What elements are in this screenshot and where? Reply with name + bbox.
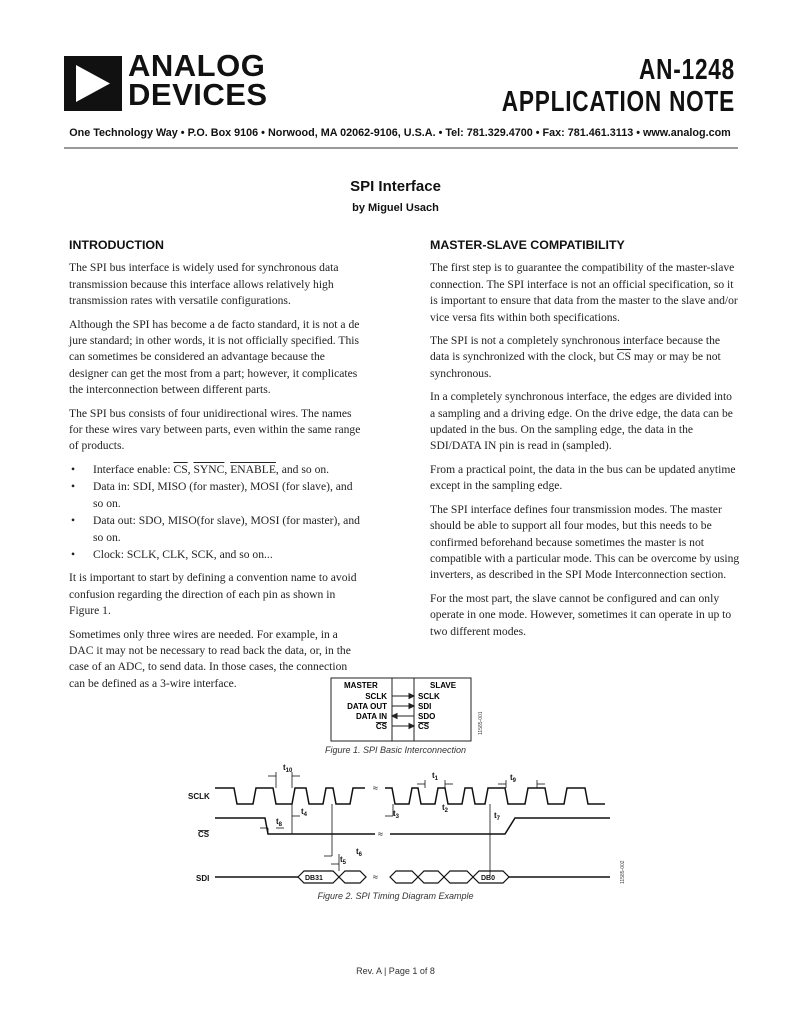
doc-number: AN-1248 <box>639 54 735 86</box>
figure2-caption: Figure 2. SPI Timing Diagram Example <box>317 891 474 901</box>
master-pin-data-in: DATA IN <box>356 712 387 721</box>
timing-arrows <box>260 776 545 864</box>
ms-paragraph-5: The SPI interface defines four transmission modes. The master should be able to support all four modes, but this needs to be confirmed beforehand because sometimes the master is not compatible with a particular mode. This can be overcome by using inverters, as described in the SPI Mode Interconnection section. <box>430 502 740 582</box>
introduction-heading: INTRODUCTION <box>69 238 164 252</box>
timing-label-t6: $t_6$ <box>356 847 363 858</box>
ms-paragraph-1: The first step is to guarantee the compatibility of the master-slave connection. The SPI interface is not an official specification, so it is important to ensure that data from the master to the slave and/or vice versa fits within both specifications. <box>430 261 738 324</box>
sdi-break-icon: ≈ <box>373 872 378 882</box>
figure2-code: 11585-002 <box>620 860 626 884</box>
intro-paragraph-2: Although the SPI has become a de facto standard, it is not a de jure standard; in other words, it is not officially specified. This can sometimes be considered an advantage because the designer can get the most from a part; however, it complicates the interconnection between different parts. <box>69 317 360 397</box>
ms-paragraph-6: For the most part, the slave cannot be configured and can only operate in one mode. However, sometimes it can operate in up to two different modes. <box>430 591 732 638</box>
signal-label-sdi: SDI <box>196 874 210 883</box>
timing-label-t10: $t_{10}$ <box>283 763 293 774</box>
slave-label: SLAVE <box>430 681 457 690</box>
sdi-bit <box>444 871 473 883</box>
bit-label-db0: DB0 <box>481 875 496 882</box>
introduction-column <box>69 237 365 699</box>
ms-paragraph-2: The SPI is not a completely synchronous interface because the data is synchronized with the clock, but $\overline{CS}$ may or may be not synchronous. <box>430 334 721 380</box>
bullet-icon: • <box>71 547 76 561</box>
timing-label-t2: $t_2$ <box>442 803 449 814</box>
sclk-waveform <box>215 788 365 804</box>
timing-label-t7: $t_7$ <box>494 811 501 822</box>
header-divider <box>64 147 738 149</box>
timing-label-t5: $t_5$ <box>340 855 347 866</box>
analog-devices-logo-text <box>128 48 268 112</box>
master-slave-column <box>430 237 740 647</box>
master-slave-heading: MASTER-SLAVE COMPATIBILITY <box>430 238 625 252</box>
timing-label-t4: $t_4$ <box>301 807 308 818</box>
slave-pin-sdo: SDO <box>418 712 436 721</box>
sclk-break-icon: ≈ <box>373 783 378 793</box>
intro-paragraph-4: It is important to start by defining a convention name to avoid confusion regarding the direction of each pin as shown in Figure 1. <box>69 571 357 618</box>
bullet-icon: • <box>71 462 76 476</box>
slave-pin-sdi: SDI <box>418 702 432 711</box>
timing-label-t1: $t_1$ <box>432 771 439 782</box>
author-line: by Miguel Usach <box>352 202 439 214</box>
master-pin-data-out: DATA OUT <box>347 702 387 711</box>
logo-line-1: ANALOG <box>128 48 266 83</box>
wire-name-list <box>69 462 365 563</box>
signal-label-cs: CS <box>198 830 210 839</box>
master-pin-sclk: SCLK <box>365 692 387 701</box>
analog-devices-logo-mark <box>64 56 122 111</box>
master-pin-cs: CS <box>375 722 387 731</box>
sclk-waveform-2 <box>385 788 605 804</box>
spi-timing-diagram <box>180 758 630 890</box>
timing-label-t3: $t_3$ <box>393 809 400 820</box>
list-item: • Interface enable: $\overline{CS}$, SYNC, ENABLE, and so on. <box>69 462 365 478</box>
timing-label-t8: $t_8$ <box>276 817 283 828</box>
signal-arrows <box>392 694 414 729</box>
ms-paragraph-4: From a practical point, the data in the bus can be updated anytime except in the sampling edge. <box>430 462 736 493</box>
company-address: One Technology Way • P.O. Box 9106 • Norwood, MA 02062-9106, U.S.A. • Tel: 781.329.4700 • Fax: 781.461.3113 • www.analog.com <box>69 127 731 139</box>
signal-label-sclk: SCLK <box>188 792 210 801</box>
cs-waveform <box>215 818 375 834</box>
slave-pin-cs: CS <box>418 722 430 731</box>
list-item: • Clock: SCLK, CLK, SCK, and so on... <box>69 547 365 563</box>
intro-paragraph-5: Sometimes only three wires are needed. For example, in a DAC it may not be necessary to read back the data, or, in the case of an ADC, to send data. In those cases, the connection can be defined as a 3-wire interface. <box>69 627 351 690</box>
bit-label-db31: DB31 <box>305 875 323 882</box>
spi-interconnection-diagram <box>330 675 490 745</box>
cs-break-icon: ≈ <box>378 829 383 839</box>
sdi-bit <box>390 871 418 883</box>
intro-paragraph-3: The SPI bus consists of four unidirectional wires. The names for these wires vary between parts, even within the same range of products. <box>69 406 361 453</box>
bullet-icon: • <box>71 480 76 494</box>
timing-label-t9: $t_9$ <box>510 773 517 784</box>
slave-pin-sclk: SCLK <box>418 692 440 701</box>
figure1-code: 11585-001 <box>478 711 484 735</box>
sdi-bit <box>418 871 444 883</box>
list-item: • Data out: SDO, MISO(for slave), MOSI (for master), and so on. <box>71 514 360 544</box>
list-item: • Data in: SDI, MISO (for master), MOSI (for slave), and so on. <box>71 480 353 510</box>
ms-paragraph-3: In a completely synchronous interface, the edges are divided into a sampling and a driving edge. On the drive edge, the data can be updated in the bus. On the sampling edge, the data in the SDI/DATA IN pin is read in (sampled). <box>430 390 733 453</box>
document-id <box>502 54 735 118</box>
page-title: SPI Interface <box>350 178 441 195</box>
master-label: MASTER <box>344 681 378 690</box>
logo-line-2: DEVICES <box>128 77 268 112</box>
doc-type: APPLICATION NOTE <box>501 86 735 118</box>
intro-paragraph-1: The SPI bus interface is widely used for synchronous data transmission because this interface allows relatively high transmission rates with versatile configurations. <box>69 261 339 308</box>
figure1-caption: Figure 1. SPI Basic Interconnection <box>324 745 467 755</box>
page-footer: Rev. A | Page 1 of 8 <box>356 966 435 976</box>
sdi-bit <box>339 871 366 883</box>
bullet-icon: • <box>71 514 76 528</box>
